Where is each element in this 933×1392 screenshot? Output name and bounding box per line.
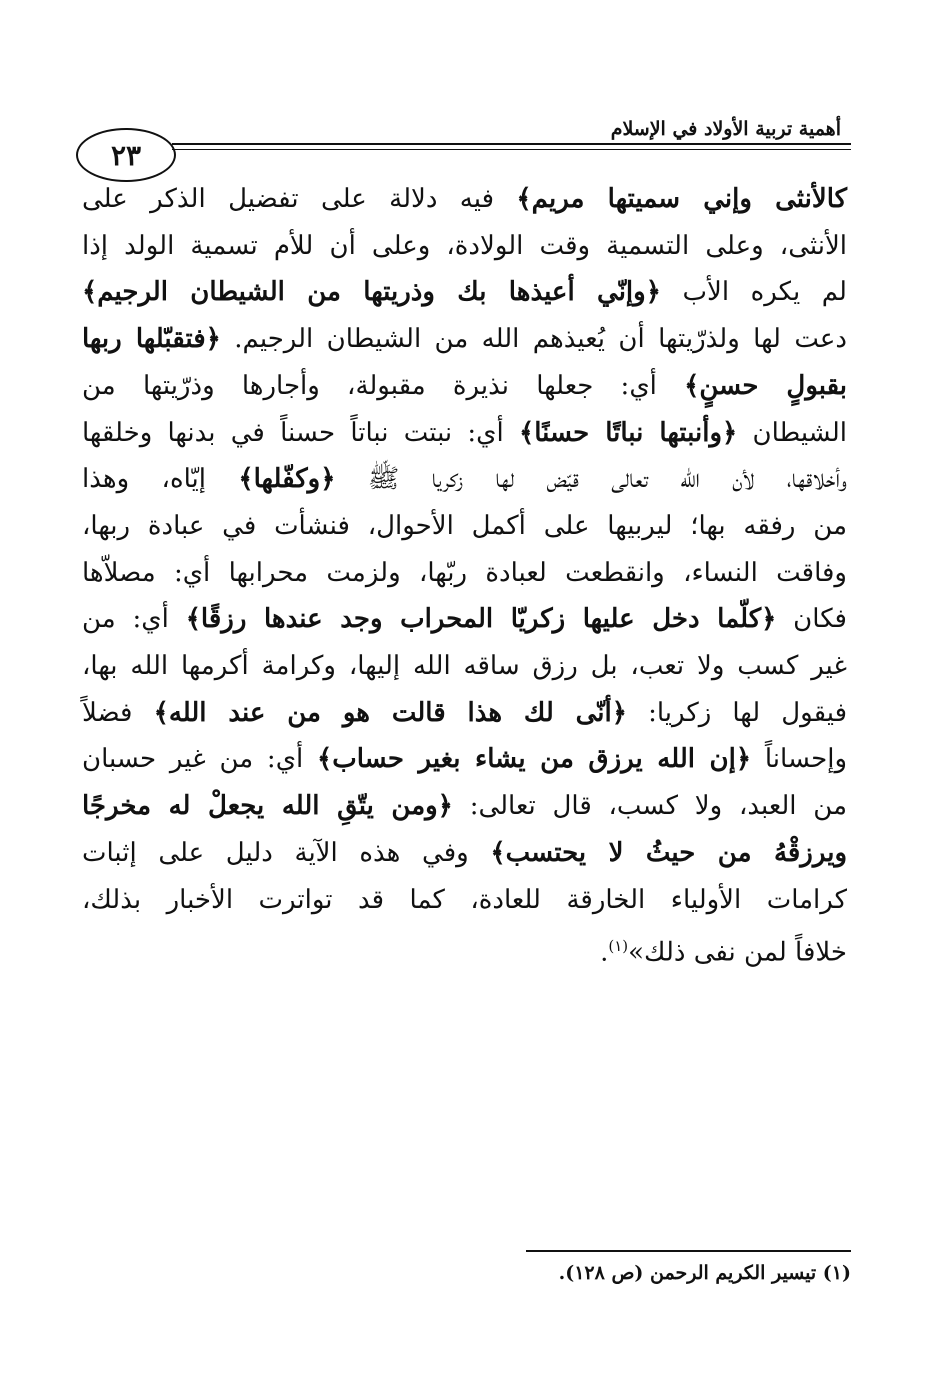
text-run: وأخلاقها، لأن الله تعالى قيّض لها زكريا ﷺ [335, 464, 848, 495]
text-run: لم يكره الأب [660, 277, 847, 308]
text-line [82, 363, 847, 410]
text-run: دعت لها ولذرّيتها أن يُعيذهم الله من الشيطان الرجيم. [220, 324, 847, 355]
text-run: أي: جعلها نذيرة مقبولة، وأجارها وذرّيتها من [82, 370, 685, 401]
text-line [82, 736, 847, 783]
footnote-separator [526, 1250, 851, 1252]
header-rule [172, 143, 851, 145]
text-line [82, 830, 847, 877]
text-run: إيّاه، وهذا [82, 464, 239, 495]
text-run: من رفقه بها؛ ليربيها على أكمل الأحوال، فنشأت في عبادة ربها، [82, 510, 847, 541]
text-run: . [600, 937, 609, 968]
text-run: أي: من [82, 604, 186, 635]
text-line [82, 596, 847, 643]
quran-quote: ﴿وكفّلها﴾ [238, 464, 336, 495]
body-text [82, 176, 847, 977]
text-line [82, 503, 847, 550]
quran-quote: كالأنثى وإني سميتها مريم﴾ [516, 184, 847, 214]
quran-quote: ﴿أنّى لك هذا قالت هو من عند الله﴾ [153, 697, 627, 728]
quran-quote: ويرزقْهُ من حيثُ لا يحتسب﴾ [490, 837, 848, 868]
text-line [82, 690, 847, 737]
text-run: وإحساناً [751, 744, 848, 775]
text-run: وفي هذه الآية دليل على إثبات [82, 837, 491, 868]
page-number: ٢٣ [76, 128, 176, 182]
text-line [82, 223, 847, 270]
text-line [82, 269, 847, 316]
quran-quote: بقبولٍ حسنٍ﴾ [684, 370, 847, 401]
quran-quote: ﴿كلّما دخل عليها زكريّا المحراب وجد عندها رزقًا﴾ [185, 604, 777, 635]
text-run: الشيطان [737, 417, 847, 448]
running-header-title: أهمية تربية الأولاد في الإسلام [610, 118, 841, 140]
quran-quote: ﴿فتقبّلها ربها [82, 324, 221, 355]
text-run: أي: نبتت نباتاً حسناً في بدنها وخلقها [82, 417, 519, 448]
text-line [82, 550, 847, 597]
header-rule-thin [172, 149, 851, 150]
text-run: غير كسب ولا تعب، بل رزق ساقه الله إليها، وكرامة أكرمها الله بها، [82, 651, 847, 682]
footnote-ref: (١) [608, 937, 629, 956]
text-run: خلافاً لمن نفى ذلك» [628, 937, 847, 968]
text-run: وفاقت النساء، وانقطعت لعبادة ربّها، ولزمت محرابها أي: مصلاّها [82, 557, 847, 588]
quran-quote: ﴿وإنّي أعيذها بك وذريتها من الشيطان الرجيم﴾ [82, 277, 661, 308]
text-run: فيقول لها زكريا: [627, 697, 847, 728]
text-run: أي: من غير حسبان [82, 744, 318, 775]
text-line [82, 783, 847, 830]
text-line [82, 176, 847, 223]
text-run: الأنثى، وعلى التسمية وقت الولادة، وعلى أن للأم تسمية الولد إذا [82, 230, 847, 261]
text-run: فضلاً [82, 697, 154, 728]
text-line [82, 316, 847, 363]
text-run: فيه دلالة على تفضيل الذكر على [82, 184, 517, 214]
text-run: من العبد، ولا كسب، قال تعالى: [452, 791, 848, 822]
text-line [82, 923, 847, 976]
footnote: (١) تيسير الكريم الرحمن (ص ١٢٨). [558, 1262, 851, 1284]
quran-quote: ﴿ومن يتّقِ الله يجعلْ له مخرجًا [82, 791, 453, 822]
quran-quote: ﴿إن الله يرزق من يشاء بغير حساب﴾ [317, 744, 752, 775]
text-run: فكان [776, 604, 847, 635]
quran-quote: ﴿وأنبتها نباتًا حسنًا﴾ [518, 417, 738, 448]
text-line [82, 643, 847, 690]
text-line [82, 877, 847, 924]
text-line [82, 456, 847, 503]
text-line [82, 410, 847, 457]
text-run: كرامات الأولياء الخارقة للعادة، كما قد تواترت الأخبار بذلك، [82, 884, 847, 915]
